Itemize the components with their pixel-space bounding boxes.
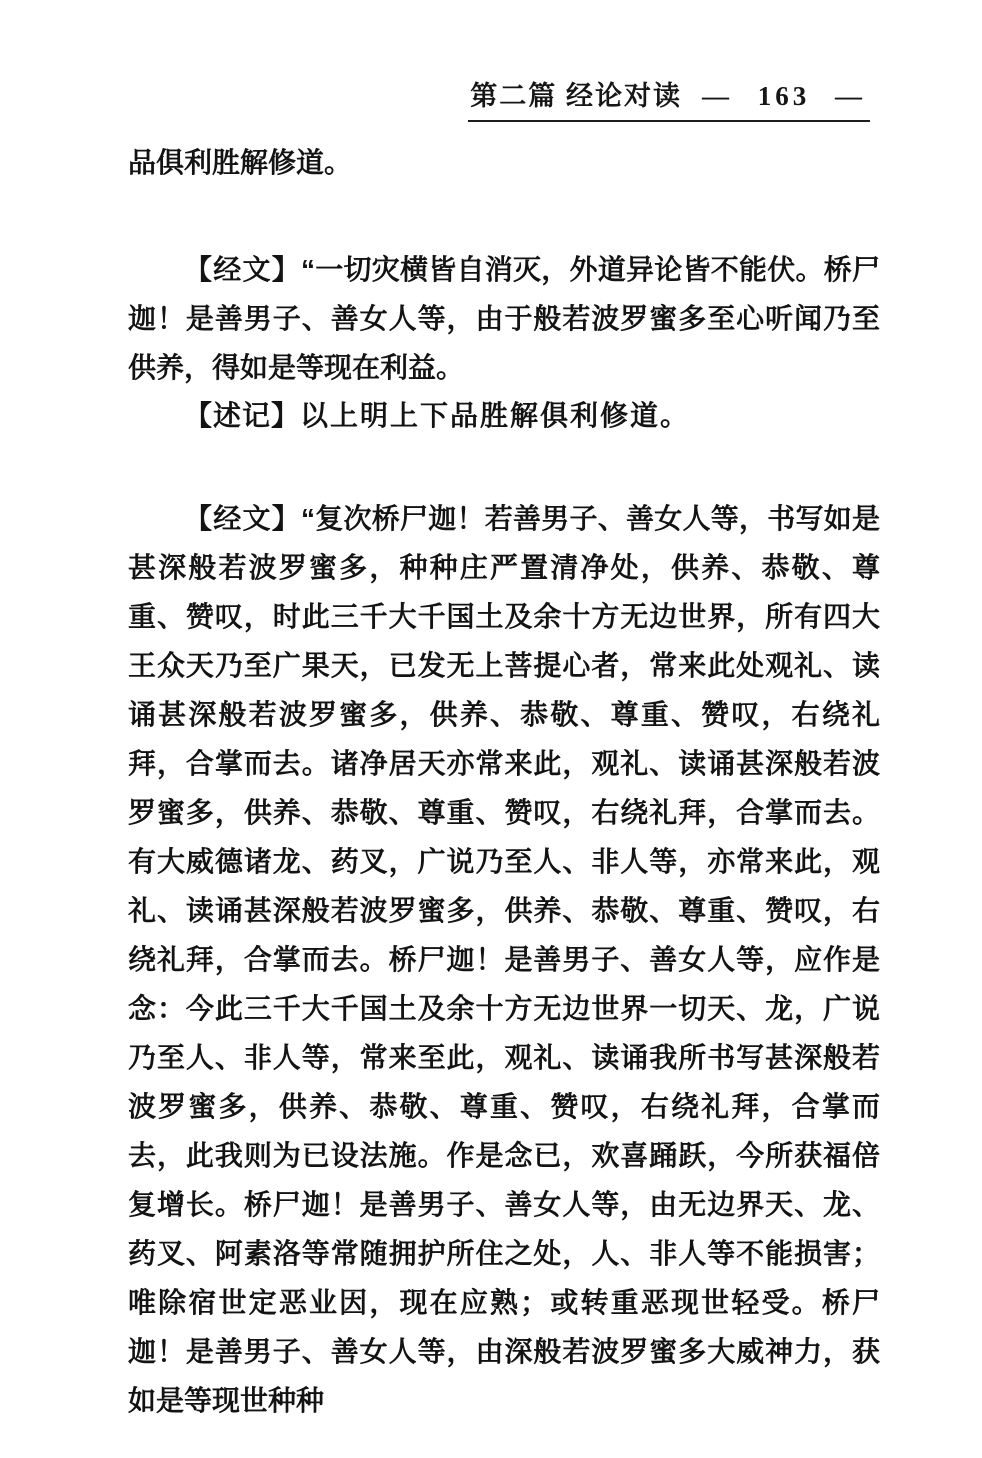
paragraph-scripture-1 [128,246,880,393]
page-number: — 163 — [702,81,866,111]
scripture-text-1: “一切灾横皆自消灭，外道异论皆不能伏。桥尸迦！是善男子、善女人等，由于般若波罗蜜多至心听闻乃至供养，得如是等现在利益。 [128,254,880,383]
scripture-label-1: 【经文】 [184,255,301,286]
text-body [128,140,880,1426]
scripture-text-2: “复次桥尸迦！若善男子、善女人等，书写如是甚深般若波罗蜜多，种种庄严置清净处，供养、恭敬、尊重、赞叹，时此三千大千国土及余十方无边世界，所有四大王众天乃至广果天，已发无上菩提心者，常来此处观礼、读诵甚深般若波罗蜜多，供养、恭敬、尊重、赞叹，右绕礼拜，合掌而去。诸净居天亦常来此，观礼、读诵甚深般若波罗蜜多，供养、恭敬、尊重、赞叹，右绕礼拜，合掌而去。有大威德诸龙、药叉，广说乃至人、非人等，亦常来此，观礼、读诵甚深般若波罗蜜多，供养、恭敬、尊重、赞叹，右绕礼拜，合掌而去。桥尸迦！是善男子、善女人等，应作是念：今此三千大千国土及余十方无边世界一切天、龙，广说乃至人、非人等，常来至此，观礼、读诵我所书写甚深般若波罗蜜多，供养、恭敬、尊重、赞叹，右绕礼拜，合掌而去，此我则为已设法施。作是念已，欢喜踊跃，今所获福倍复增长。桥尸迦！是善男子、善女人等，由无边界天、龙、药叉、阿素洛等常随拥护所住之处，人、非人等不能损害；唯除宿世定恶业因，现在应熟；或转重恶现世轻受。桥尸迦！是善男子、善女人等，由深般若波罗蜜多大威神力，获如是等现世种种 [128,503,880,1416]
commentary-label-1: 【述记】 [184,401,301,432]
running-header [468,74,870,122]
paragraph-scripture-2 [128,495,880,1426]
section-title: 第二篇 经论对读 [470,81,682,111]
paragraph-commentary-1 [128,393,880,441]
scripture-label-2: 【经文】 [184,504,301,535]
paragraph-continuation: 品俱利胜解修道。 [128,148,353,179]
commentary-text-1: 以上明上下品胜解俱利修道。 [300,401,691,432]
